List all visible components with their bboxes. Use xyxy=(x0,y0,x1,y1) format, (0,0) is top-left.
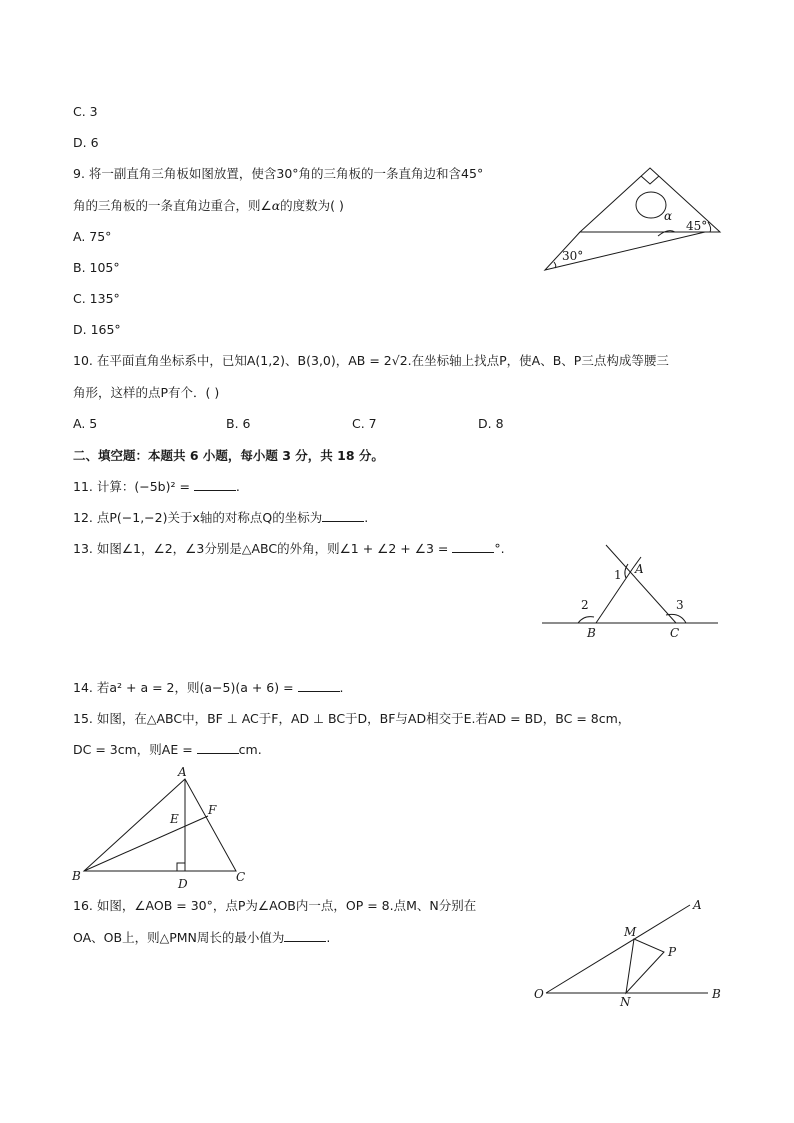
q10-stem-line-1: 10. 在平面直角坐标系中，已知A(1,2)、B(3,0)，AB = 2√2.在坐标轴上找点P，使A、B、P三点构成等腰三 xyxy=(73,353,669,368)
q9-alpha: α xyxy=(271,198,281,213)
q15-text-2: DC = 3cm，则AE = xyxy=(73,742,193,757)
q9-stem-line-2-end: 的度数为( ) xyxy=(280,198,344,213)
q16-label-o: O xyxy=(534,987,544,1001)
q13-label-b: B xyxy=(587,626,596,640)
q15-label-b: B xyxy=(72,869,81,883)
q9-label-45: 45° xyxy=(686,219,708,233)
q15-line-2 xyxy=(73,741,262,759)
q16-label-n: N xyxy=(620,995,631,1009)
q13-label-2: 2 xyxy=(581,598,589,612)
q16-line-1: 16. 如图，∠AOB = 30°，点P为∠AOB内一点，OP = 8.点M、N分别在 xyxy=(73,898,477,913)
q9-option-c: C. 135° xyxy=(73,291,120,306)
q15-right-angle-d xyxy=(177,863,185,871)
q9-hole xyxy=(636,192,666,218)
section-2-heading: 二、填空题：本题共 6 小题，每小题 3 分，共 18 分。 xyxy=(73,448,384,463)
q16-label-p: P xyxy=(668,945,677,959)
q10-option-b: B. 6 xyxy=(226,416,251,431)
q16-label-a: A xyxy=(693,898,702,912)
q16-line-2 xyxy=(73,929,330,947)
q9-label-30: 30° xyxy=(562,249,584,263)
q12-end: . xyxy=(364,510,369,525)
q15-label-e: E xyxy=(170,812,179,826)
q16-triangle-pmn xyxy=(626,939,664,993)
q13-side-ca-extended xyxy=(606,545,676,623)
q15-figure xyxy=(68,764,258,894)
q14-end: . xyxy=(339,680,344,695)
q11-end: . xyxy=(235,479,240,494)
q15-label-f: F xyxy=(208,803,217,817)
q9-option-a: A. 75° xyxy=(73,229,112,244)
q15-label-c: C xyxy=(236,870,246,884)
q13-arc-2 xyxy=(578,617,594,623)
q9-stem-line-2 xyxy=(73,197,344,215)
q13 xyxy=(73,540,505,558)
q12-answer-blank[interactable] xyxy=(322,509,364,522)
q15-end: cm. xyxy=(238,742,262,757)
q11-text: 11. 计算：(−5b)² = xyxy=(73,479,190,494)
q13-label-a: A xyxy=(635,562,644,576)
q9-option-b: B. 105° xyxy=(73,260,120,275)
q9-figure xyxy=(540,160,740,280)
q9-right-angle-mark xyxy=(641,176,659,184)
q15-line-bf xyxy=(84,816,208,871)
q13-answer-blank[interactable] xyxy=(452,540,494,553)
q13-end: °. xyxy=(494,541,505,556)
q10-option-d: D. 8 xyxy=(478,416,504,431)
q16-label-b: B xyxy=(712,987,721,1001)
q10-option-c: C. 7 xyxy=(352,416,377,431)
q8-option-d: D. 6 xyxy=(73,135,99,150)
q9-option-d: D. 165° xyxy=(73,322,121,337)
q15-line-1: 15. 如图，在△ABC中，BF ⊥ AC于F，AD ⊥ BC于D，BF与AD相交于E.若AD = BD，BC = 8cm， xyxy=(73,711,631,726)
q14-answer-blank[interactable] xyxy=(298,679,340,692)
q15-triangle-abc xyxy=(84,779,236,871)
q9-30-arc xyxy=(554,262,556,268)
q15-label-a: A xyxy=(178,765,187,779)
q13-figure xyxy=(540,542,730,642)
q16-figure xyxy=(530,892,730,1012)
q12 xyxy=(73,509,368,527)
q10-option-a: A. 5 xyxy=(73,416,98,431)
q9-stem-line-2-text: 角的三角板的一条直角边重合，则∠ xyxy=(73,198,272,213)
q14 xyxy=(73,679,344,697)
q11-answer-blank[interactable] xyxy=(194,478,236,491)
q13-label-1: 1 xyxy=(614,568,622,582)
q13-text: 13. 如图∠1，∠2，∠3分别是△ABC的外角，则∠1 + ∠2 + ∠3 = xyxy=(73,541,449,556)
q8-option-c: C. 3 xyxy=(73,104,98,119)
q16-label-m: M xyxy=(624,925,637,939)
q10-stem-line-2: 角形，这样的点P有个．( ) xyxy=(73,385,220,400)
q16-answer-blank[interactable] xyxy=(284,929,326,942)
q15-label-d: D xyxy=(178,877,188,891)
q9-stem-line-1: 9. 将一副直角三角板如图放置，使含30°角的三角板的一条直角边和含45° xyxy=(73,166,484,181)
q9-label-alpha: α xyxy=(664,209,673,223)
q16-end: . xyxy=(326,930,331,945)
q9-alpha-arc xyxy=(658,231,675,236)
q11 xyxy=(73,478,240,496)
q13-label-3: 3 xyxy=(676,598,684,612)
q16-text-2: OA、OB上，则△PMN周长的最小值为 xyxy=(73,930,285,945)
q14-text: 14. 若a² + a = 2，则(a−5)(a + 6) = xyxy=(73,680,294,695)
q15-answer-blank[interactable] xyxy=(197,741,239,754)
q13-label-c: C xyxy=(670,626,680,640)
q12-text: 12. 点P(−1,−2)关于x轴的对称点Q的坐标为 xyxy=(73,510,323,525)
